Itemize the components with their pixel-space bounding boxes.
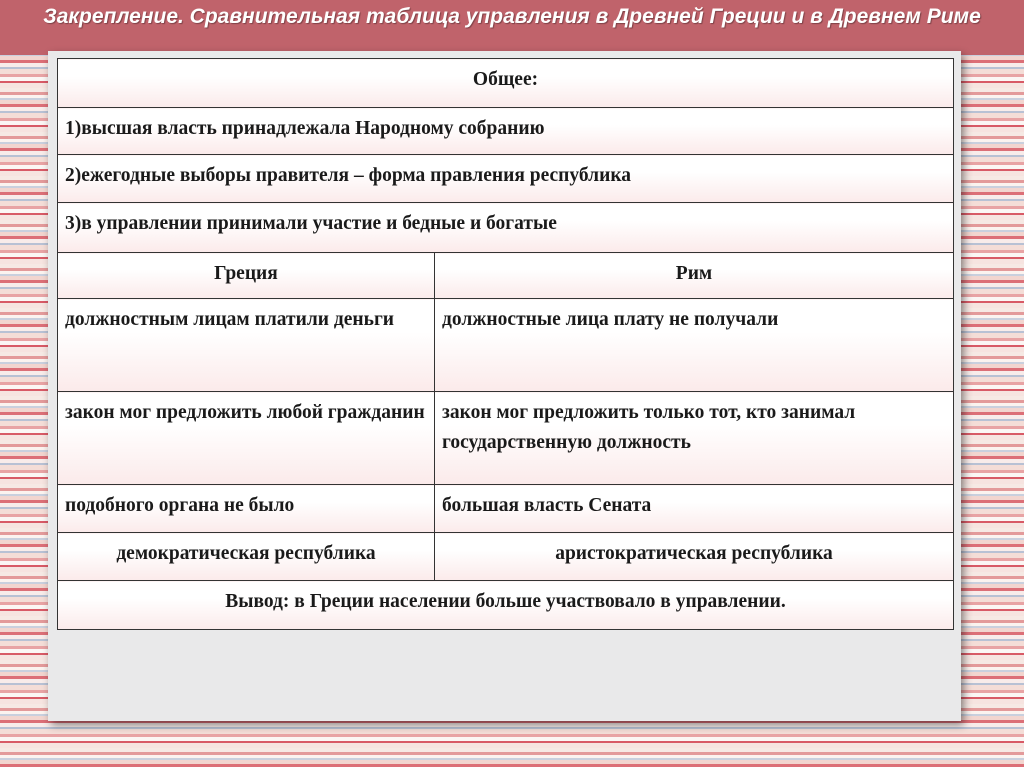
table-row [58, 155, 954, 203]
table-row [58, 59, 954, 108]
common-item: 2)ежегодные выборы правителя – форма правления республика [58, 155, 954, 203]
table-cell: закон мог предложить только тот, кто занимал государственную должность [435, 392, 954, 485]
table-row [58, 203, 954, 253]
common-item: 3)в управлении принимали участие и бедные и богатые [58, 203, 954, 253]
table-row [58, 581, 954, 630]
comparison-table [57, 58, 954, 630]
table-cell: закон мог предложить любой гражданин [58, 392, 435, 485]
table-row [58, 533, 954, 581]
table-row [58, 108, 954, 155]
table-cell: большая власть Сената [435, 485, 954, 533]
table-row [58, 392, 954, 485]
column-header-rome: Рим [435, 253, 954, 299]
table-cell: должностным лицам платили деньги [58, 299, 435, 392]
slide-title: Закрепление. Сравнительная таблица управления в Древней Греции и в Древнем Риме [43, 5, 981, 28]
table-cell: должностные лица плату не получали [435, 299, 954, 392]
common-header: Общее: [58, 59, 954, 108]
conclusion: Вывод: в Греции населении больше участвовало в управлении. [58, 581, 954, 630]
common-item: 1)высшая власть принадлежала Народному собранию [58, 108, 954, 155]
table-row [58, 299, 954, 392]
table-cell: подобного органа не было [58, 485, 435, 533]
table-row [58, 485, 954, 533]
column-header-greece: Греция [58, 253, 435, 299]
table-header-row [58, 253, 954, 299]
title-bar [0, 0, 1024, 55]
table-cell: демократическая республика [58, 533, 435, 581]
table-cell: аристократическая республика [435, 533, 954, 581]
